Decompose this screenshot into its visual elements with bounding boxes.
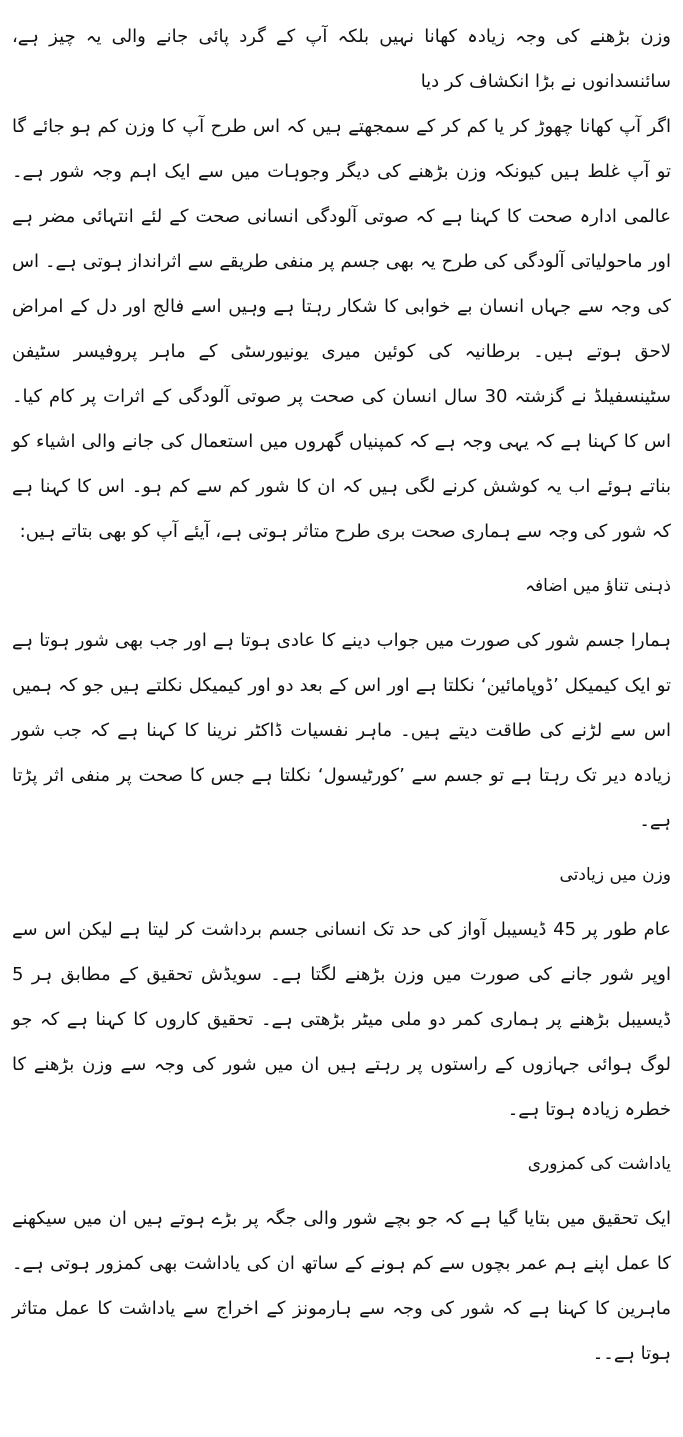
article-title: وزن بڑھنے کی وجہ زیادہ کھانا نہیں بلکہ آپ کے گرد پائی جانے والی یہ چیز ہے، سائنسدانوں نے بڑا انکشاف کر دیا: [12, 26, 671, 92]
section-body-memory: ایک تحقیق میں بتایا گیا ہے کہ جو بچے شور والی جگہ پر بڑے ہوتے ہیں ان میں سیکھنے کا عمل اپنے ہم عمر بچوں سے کم ہونے کے ساتھ ان کی یاداشت بھی کمزور ہوتی ہے۔ ماہرین کا کہنا ہے کہ شور کی وجہ سے ہارمونز کے اخراج سے یاداشت کا عمل متاثر ہوتا ہے۔۔: [12, 1208, 671, 1364]
intro-paragraph: اگر آپ کھانا چھوڑ کر یا کم کر کے سمجھتے ہیں کہ اس طرح آپ کا وزن کم ہو جائے گا تو آپ غلط ہیں کیونکہ وزن بڑھنے کی دیگر وجوہات میں سے ایک اہم وجہ شور ہے۔ عالمی ادارہ صحت کا کہنا ہے کہ صوتی آلودگی انسانی صحت کے لئے انتہائی مضر ہے اور ماحولیاتی آلودگی کی طرح یہ بھی جسم پر منفی طریقے سے اثرانداز ہوتی ہے۔ اس کی وجہ سے جہاں انسان بے خوابی کا شکار رہتا ہے وہیں اسے فالج اور دل کے امراض لاحق ہوتے ہیں۔ برطانیہ کی کوئین میری یونیورسٹی کے ماہر پروفیسر سٹیفن سٹینسفیلڈ نے گزشتہ 30 سال انسان کی صحت پر صوتی آلودگی کے اثرات پر کام کیا۔ اس کا کہنا ہے کہ یہی وجہ ہے کہ کمپنیاں گھروں میں استعمال کی جانے والی اشیاء کو بناتے ہوئے اب یہ کوشش کرنے لگی ہیں کہ ان کا شور کم سے کم ہو۔ اس کا کہنا ہے کہ شور کی وجہ سے ہماری صحت بری طرح متاثر ہوتی ہے، آیئے آپ کو بھی بتاتے ہیں:: [12, 116, 671, 542]
section-body-weight: عام طور پر 45 ڈیسیبل آواز کی حد تک انسانی جسم برداشت کر لیتا ہے لیکن اس سے اوپر شور جانے کی صورت میں وزن بڑھنے لگتا ہے۔ سویڈش تحقیق کے مطابق ہر 5 ڈیسیبل بڑھنے پر ہماری کمر دو ملی میٹر بڑھتی ہے۔ تحقیق کاروں کا کہنا ہے کہ جو لوگ ہوائی جہازوں کے راستوں پر رہتے ہیں ان میں شور کی وجہ سے وزن بڑھنے کا خطرہ زیادہ ہوتا ہے۔: [12, 919, 672, 1120]
section-body-stress: ہمارا جسم شور کی صورت میں جواب دینے کا عادی ہوتا ہے اور جب بھی شور ہوتا ہے تو ایک کیمیکل ’ڈوپامائین‘ نکلتا ہے اور اس کے بعد دو اور کیمیکل نکلتے ہیں جو کہ ہمیں اس سے لڑنے کی طاقت دیتے ہیں۔ ماہر نفسیات ڈاکٹر نرینا کا کہنا ہے کہ جب شور زیادہ دیر تک رہتا ہے تو جسم سے ’کورٹیسول‘ نکلتا ہے جس کا صحت پر منفی اثر پڑتا ہے۔: [12, 630, 671, 831]
section-heading-stress: ذہنی تناؤ میں اضافہ: [525, 576, 671, 596]
section-heading-memory: یاداشت کی کمزوری: [527, 1154, 671, 1174]
section-heading-weight: وزن میں زیادتی: [559, 865, 671, 885]
